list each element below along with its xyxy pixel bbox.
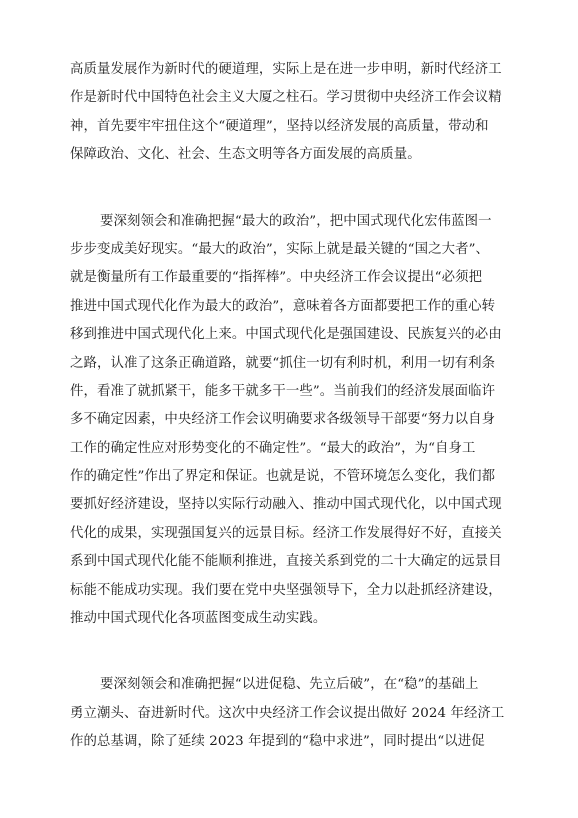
text-line: 高质量发展作为新时代的硬道理，实际上是在进一步申明，新时代经济工: [70, 62, 502, 77]
document-page: [70, 56, 516, 757]
text-line: 系到中国式现代化能不能顺利推进，直接关系到党的二十大确定的远景目: [70, 554, 502, 570]
text-line: 多不确定因素，中央经济工作会议明确要求各级领导干部要“努力以自身: [70, 412, 496, 428]
text-line: 件，看准了就抓紧干，能多干就多干一些”。当前我们的经济发展面临许: [70, 383, 496, 399]
paragraph-2: [70, 208, 516, 634]
text-line: 代化的成果，实现强国复兴的远景目标。经济工作发展得好不好，直接关: [70, 525, 502, 541]
paragraph-3: [70, 671, 516, 756]
text-line: 推进中国式现代化作为最大的政治”，意味着各方面都要把工作的重心转: [70, 298, 496, 314]
text-line: 就是衡量所有工作最重要的“指挥棒”。中央经济工作会议提出“必须把: [70, 270, 483, 286]
text-line: 作是新时代中国特色社会主义大厦之柱石。学习贯彻中央经济工作会议精: [70, 90, 502, 106]
text-line: 要深刻领会和准确把握“最大的政治”，把中国式现代化宏伟蓝图一: [100, 213, 492, 229]
text-line: 作的总基调，除了延续 2023 年提到的“稳中求进”，同时提出“以进促: [70, 734, 485, 750]
paragraph-1: [70, 56, 516, 170]
text-line: 保障政治、文化、社会、生态文明等各方面发展的高质量。: [70, 147, 421, 163]
text-line: 要抓好经济建设，坚持以实际行动融入、推动中国式现代化，以中国式现: [70, 497, 502, 513]
text-line: 标能不能成功实现。我们要在党中央坚强领导下，全力以赴抓经济建设，: [70, 582, 502, 598]
text-line: 之路，认准了这条正确道路，就要“抓住一切有利时机，利用一切有利条: [70, 355, 496, 371]
text-line: 步步变成美好现实。“最大的政治”，实际上就是最关键的“国之大者”、: [70, 241, 490, 257]
text-line: 作的确定性”作出了界定和保证。也就是说，不管环境怎么变化，我们都: [70, 469, 496, 485]
paragraph-gap: [70, 633, 516, 671]
text-line: 要深刻领会和准确把握“以进促稳、先立后破”，在“稳”的基础上: [100, 677, 479, 693]
paragraph-gap: [70, 170, 516, 208]
text-line: 移到推进中国式现代化上来。中国式现代化是强国建设、民族复兴的必由: [70, 327, 502, 343]
text-line: 勇立潮头、奋进新时代。这次中央经济工作会议提出做好 2024 年经济工: [70, 705, 505, 721]
text-line: 工作的确定性应对形势变化的不确定性”。“最大的政治”，为“自身工: [70, 440, 476, 456]
text-line: 推动中国式现代化各项蓝图变成生动实践。: [70, 611, 327, 627]
text-line: 神，首先要牢牢扭住这个“硬道理”，坚持以经济发展的高质量，带动和: [70, 118, 489, 134]
